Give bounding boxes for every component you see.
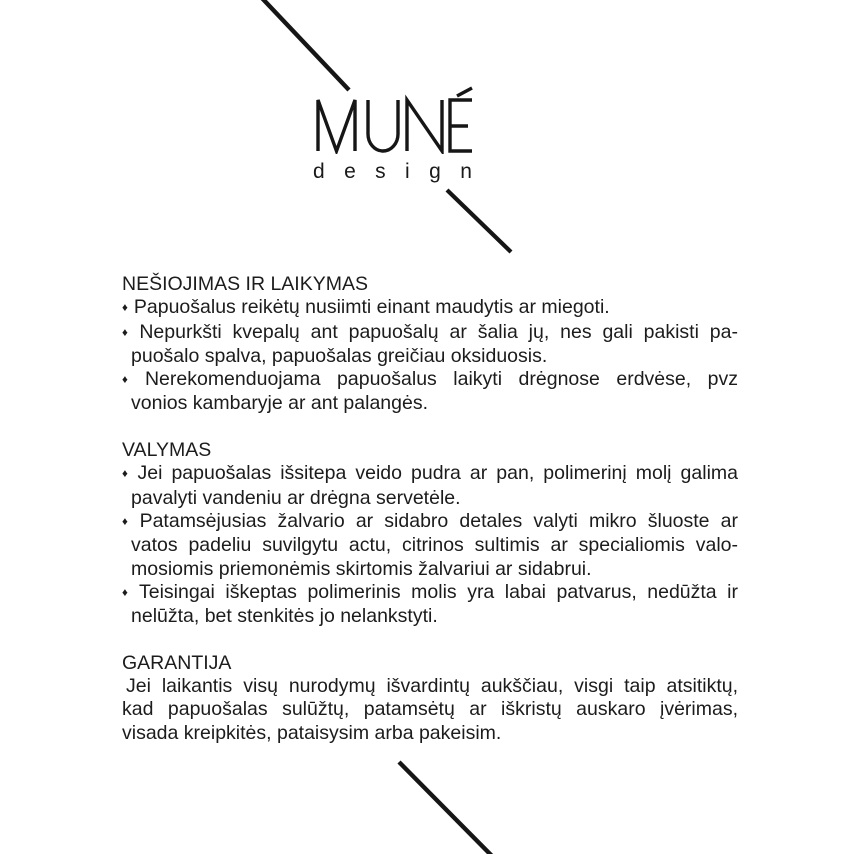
- text-line: [122, 368, 738, 392]
- text-line: [122, 321, 738, 345]
- logo-letter-n: [407, 100, 442, 151]
- section-heading: VALYMAS: [122, 439, 212, 462]
- line-text: vonios kambaryje ar ant palangės.: [131, 392, 429, 415]
- line-text: Jei papuošalas išsitepa veido pudra ar pan, polimerinį molį galima: [137, 462, 738, 485]
- line-text: pavalyti vandeniu ar drėgna servetėle.: [131, 486, 461, 509]
- bullet-diamond-icon: ♦: [122, 374, 139, 387]
- line-text: vatos padeliu suvilgytu actu, citrinos sultimis ar specialiomis valo-: [131, 534, 738, 557]
- line-text: mosiomis priemonėmis skirtomis žalvariui ar sidabrui.: [131, 557, 592, 580]
- line-text: Patamsėjusias žalvario ar sidabro detales valyti mikro šluoste ar: [139, 509, 738, 532]
- text-line: [122, 722, 738, 745]
- section-heading: GARANTIJA: [122, 651, 232, 674]
- mune-wordmark-icon: [312, 84, 482, 154]
- logo-letter-e: [450, 100, 472, 151]
- logo-letter-m: [318, 100, 355, 151]
- bullet-diamond-icon: ♦: [122, 302, 128, 315]
- text-line: [122, 558, 738, 581]
- text-line: [122, 698, 738, 721]
- text-line: [122, 675, 738, 698]
- bullet-diamond-icon: ♦: [122, 326, 134, 339]
- text-line: [122, 581, 738, 605]
- text-line: [122, 296, 738, 320]
- bullet-diamond-icon: ♦: [122, 515, 134, 528]
- text-line: [122, 487, 738, 510]
- bullet-diamond-icon: ♦: [122, 586, 133, 599]
- line-text: nelūžta, bet stenkitės jo nelankstyti.: [131, 605, 438, 628]
- logo-letter-u: [368, 100, 398, 151]
- text-line: [122, 392, 738, 415]
- mune-logo: [312, 84, 482, 154]
- logo-subtitle: design: [313, 160, 492, 183]
- section-heading: NEŠIOJIMAS IR LAIKYMAS: [122, 273, 368, 295]
- text-line: [122, 462, 738, 486]
- section: [122, 273, 738, 416]
- text-line: [122, 605, 738, 628]
- line-text: Nepurkšti kvepalų ant papuošalų ar šalia jų, nes gali pakisti pa-: [139, 320, 738, 343]
- diagonal-line-bottom: [399, 762, 494, 854]
- line-text: puošalo spalva, papuošalas greičiau oksiduosis.: [131, 344, 548, 367]
- line-text: Teisingai iškeptas polimerinis molis yra labai patvarus, nedūžta ir: [138, 580, 739, 603]
- section: [122, 439, 738, 628]
- line-text: kad papuošalas sulūžtų, patamsėtų ar iškristų auskaro įvėrimas,: [122, 698, 738, 721]
- text-line: [122, 345, 738, 368]
- care-text: [122, 273, 738, 745]
- diagonal-line-top: [260, 0, 349, 90]
- text-line: [122, 510, 738, 534]
- line-text: visada kreipkitės, pataisysim arba pakeisim.: [122, 721, 502, 744]
- section: [122, 652, 738, 745]
- bullet-diamond-icon: ♦: [122, 468, 132, 481]
- diagonal-line-middle: [447, 190, 511, 252]
- text-line: [122, 534, 738, 557]
- line-text: Nerekomenduojama papuošalus laikyti drėgnose erdvėse, pvz: [144, 368, 738, 391]
- line-text: Jei laikantis visų nurodymų išvardintų aukščiau, visgi taip atsitiktų,: [126, 675, 738, 698]
- line-text: Papuošalus reikėtų nusiimti einant maudytis ar miegoti.: [133, 296, 610, 319]
- logo-accent: [457, 88, 472, 96]
